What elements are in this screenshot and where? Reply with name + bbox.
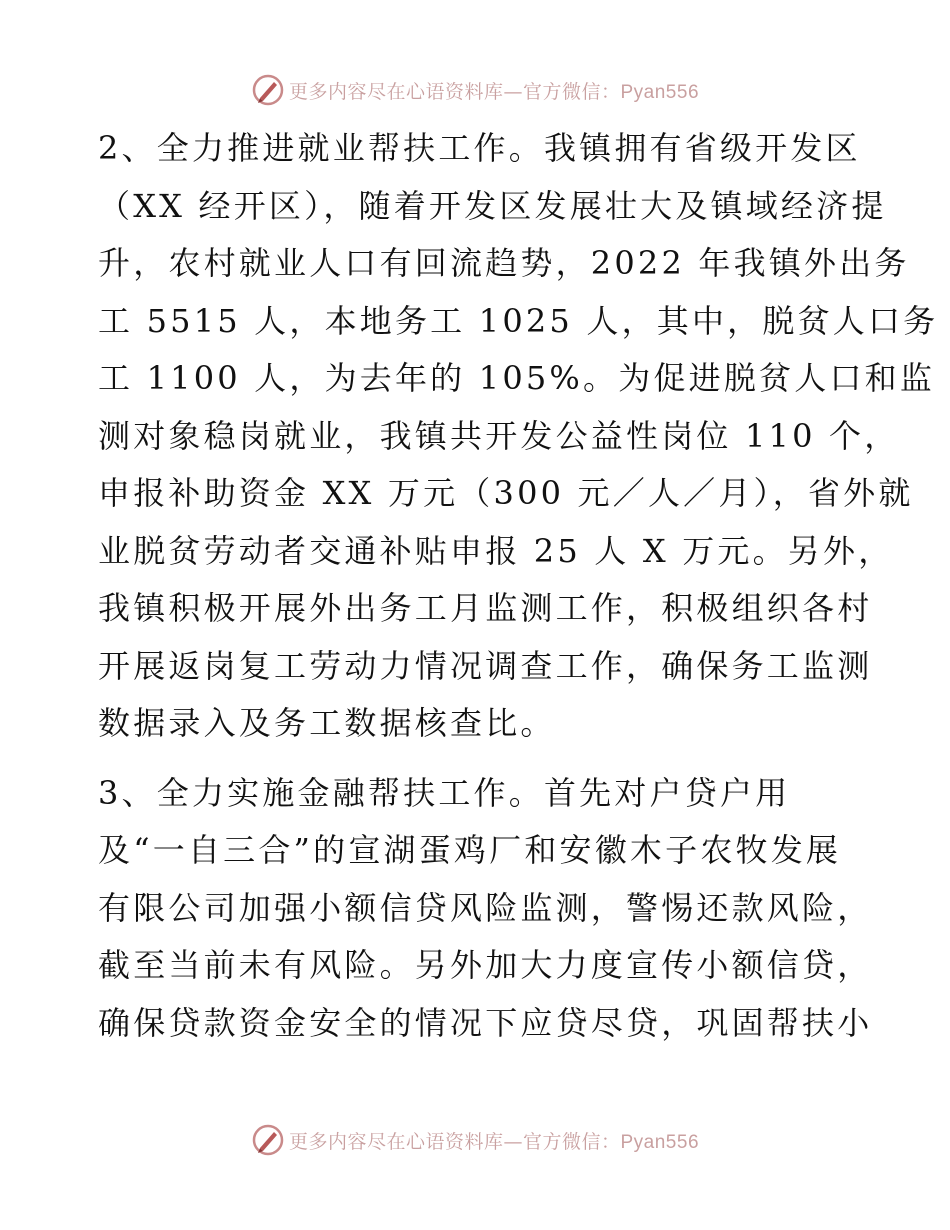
text-line: 升，农村就业人口有回流趋势，2022 年我镇外出务 (98, 244, 910, 282)
text-line: 测对象稳岗就业，我镇共开发公益性岗位 110 个， (98, 416, 900, 455)
text-line: 及“一自三合”的宣湖蛋鸡厂和安徽木子农牧发展 (98, 831, 842, 869)
text-line: （XX 经开区），随着开发区发展壮大及镇域经济提 (98, 186, 887, 225)
text-line: 3、全力实施金融帮扶工作。首先对户贷户用 (98, 773, 791, 812)
footer-watermark (0, 1120, 950, 1160)
text-line: 确保贷款资金安全的情况下应贷尽贷，巩固帮扶小 (98, 1003, 873, 1042)
header-watermark (0, 70, 950, 110)
text-line: 数据录入及务工数据核查比。 (98, 704, 556, 742)
paragraph-employment (98, 120, 939, 753)
document-body (98, 120, 939, 1052)
text-line: 截至当前未有风险。另外加大力度宣传小额信贷， (98, 946, 873, 984)
pen-logo-icon (251, 1123, 285, 1157)
paragraph-finance (98, 765, 873, 1053)
text-line: 工 5515 人，本地务工 1025 人，其中，脱贫人口务 (98, 301, 939, 340)
text-line: 工 1100 人，为去年的 105%。为促进脱贫人口和监 (98, 359, 936, 397)
text-line: 业脱贫劳动者交通补贴申报 25 人 X 万元。另外， (98, 531, 894, 570)
text-line: 我镇积极开展外出务工月监测工作，积极组织各村 (98, 589, 873, 627)
watermark-text: 更多内容尽在心语资料库—官方微信：Pyan556 (288, 80, 700, 103)
text-line: 申报补助资金 XX 万元（300 元／人／月），省外就 (98, 474, 914, 512)
watermark-text: 更多内容尽在心语资料库—官方微信：Pyan556 (288, 1130, 700, 1153)
text-line: 有限公司加强小额信贷风险监测，警惕还款风险， (98, 888, 873, 927)
pen-logo-icon (251, 73, 285, 107)
text-line: 开展返岗复工劳动力情况调查工作，确保务工监测 (98, 646, 873, 685)
text-line: 2、全力推进就业帮扶工作。我镇拥有省级开发区 (98, 129, 861, 167)
